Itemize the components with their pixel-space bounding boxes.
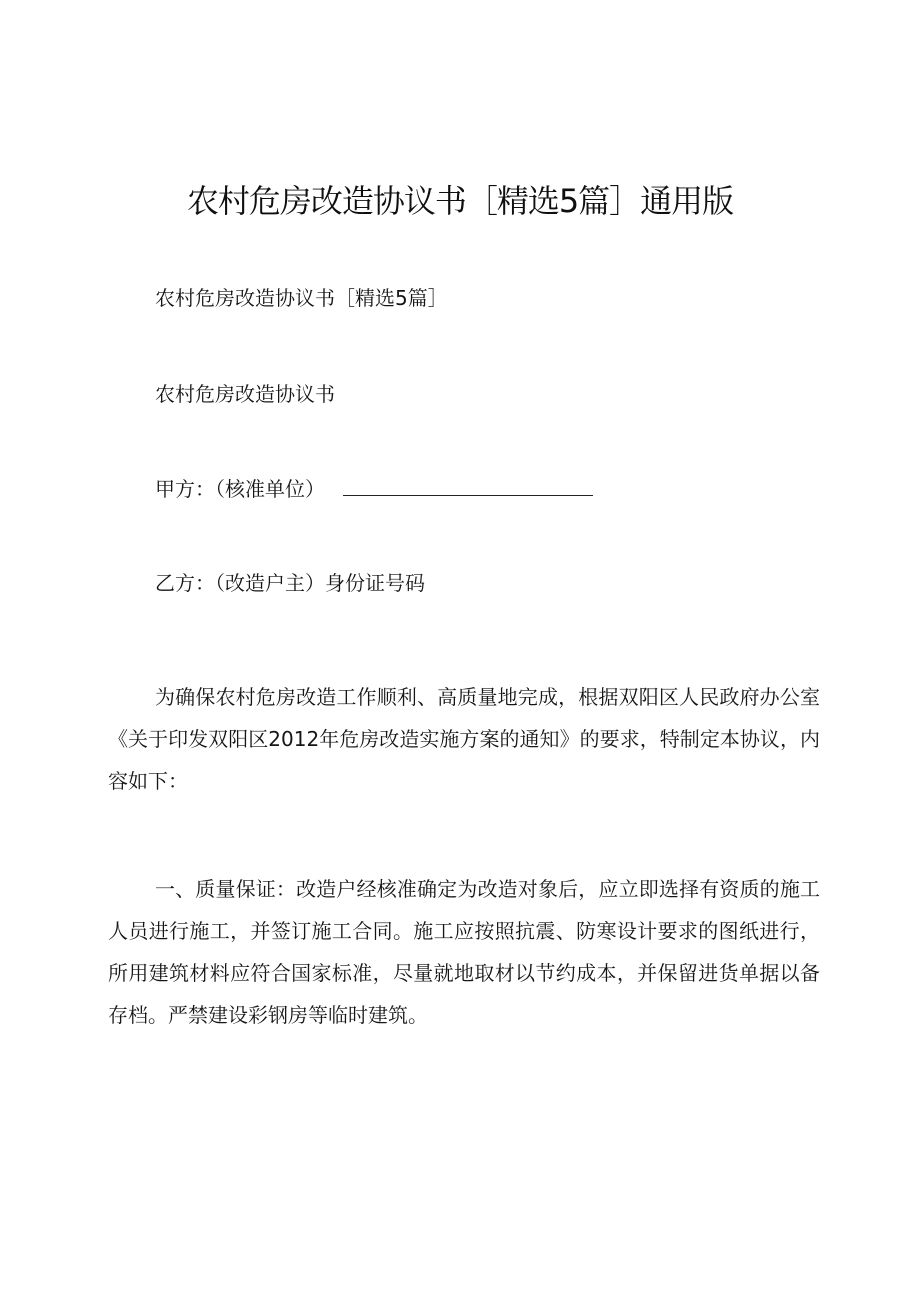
agreement-heading: 农村危房改造协议书 bbox=[155, 382, 335, 406]
party-b-label: 乙方：（改造户主）身份证号码 bbox=[155, 571, 425, 595]
party-a-line bbox=[155, 475, 593, 503]
party-a-blank-underline bbox=[343, 477, 593, 496]
document-title: 农村危房改造协议书［精选5篇］通用版 bbox=[186, 182, 734, 220]
intro-paragraph: 为确保农村危房改造工作顺利、高质量地完成，根据双阳区人民政府办公室《关于印发双阳区2012年危房改造实施方案的通知》的要求，特制定本协议，内容如下： bbox=[108, 685, 820, 793]
document-subtitle: 农村危房改造协议书［精选5篇］ bbox=[155, 286, 448, 310]
party-b-line bbox=[155, 569, 425, 597]
quality-clause-paragraph: 一、质量保证：改造户经核准确定为改造对象后，应立即选择有资质的施工人员进行施工，并签订施工合同。施工应按照抗震、防寒设计要求的图纸进行，所用建筑材料应符合国家标准，尽量就地取材以节约成本，并保留进货单据以备存档。严禁建设彩钢房等临时建筑。 bbox=[108, 877, 820, 1027]
party-a-label: 甲方：（核准单位） bbox=[155, 477, 325, 501]
